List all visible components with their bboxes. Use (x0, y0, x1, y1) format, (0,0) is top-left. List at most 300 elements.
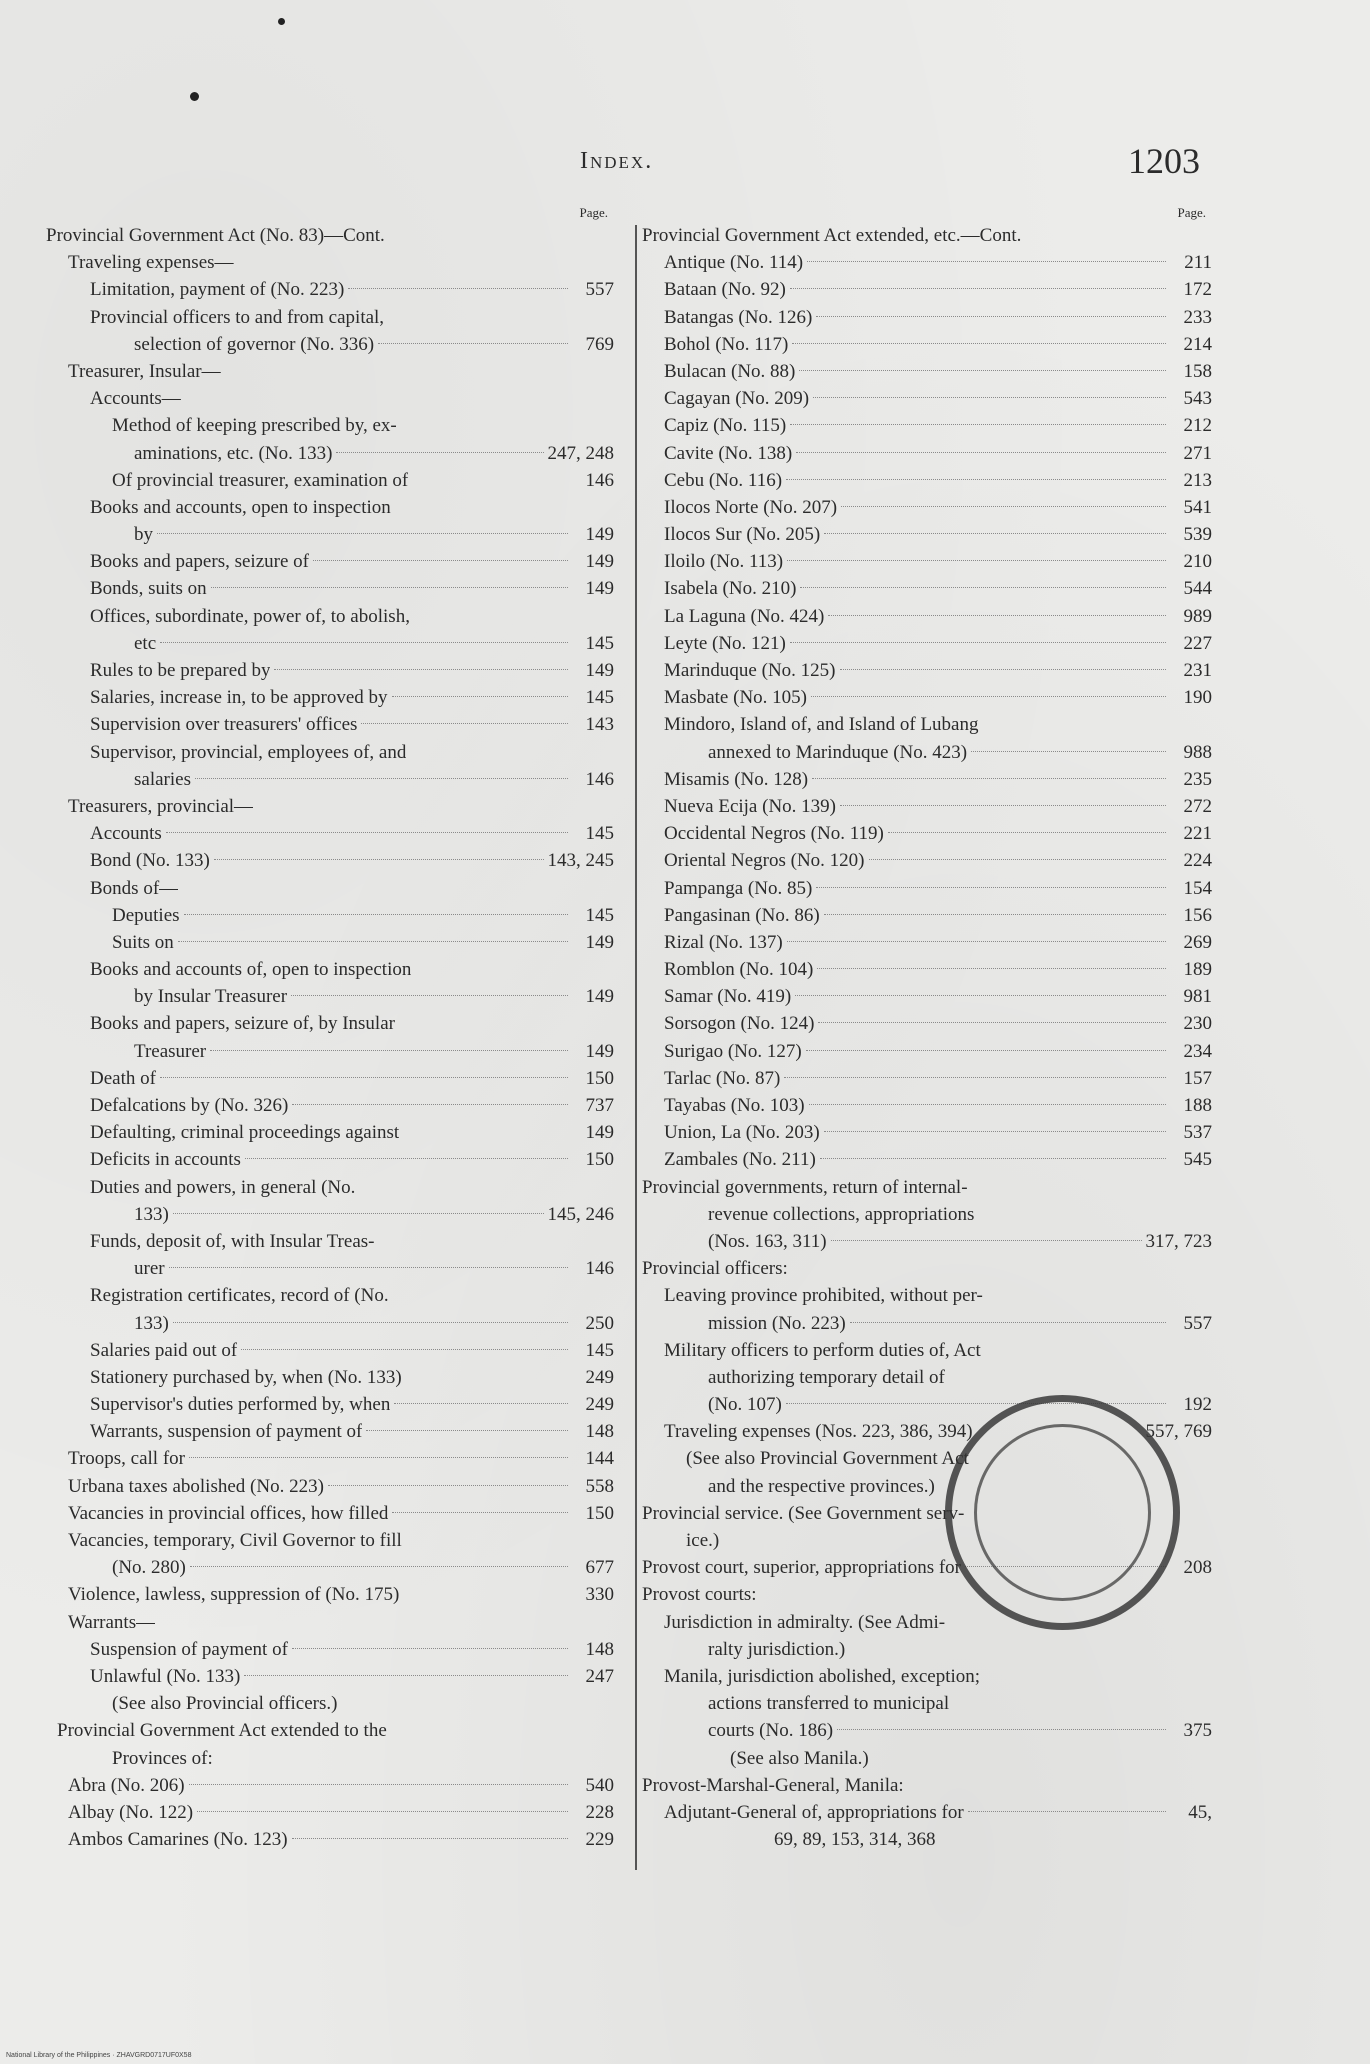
entry-page-ref: 146 (585, 469, 614, 491)
entry-text: Oriental Negros (No. 120) (664, 850, 865, 872)
dot-leader (401, 424, 568, 425)
entry-text: Supervision over treasurers' offices (90, 714, 358, 736)
entry-text: Salaries, increase in, to be approved by (90, 687, 388, 709)
index-entry (642, 630, 1212, 657)
index-entry (642, 1201, 1212, 1228)
entry-text: Funds, deposit of, with Insular Treas- (90, 1230, 375, 1252)
dot-leader (985, 1349, 1166, 1350)
dot-leader (807, 260, 1166, 262)
dot-leader (816, 886, 1166, 888)
dot-leader (210, 1049, 568, 1051)
index-entry (642, 1745, 1212, 1772)
dot-leader (790, 641, 1166, 643)
entry-page-ref: 157 (1183, 1067, 1212, 1089)
entry-text: Ilocos Norte (No. 207) (664, 496, 838, 518)
dot-leader (195, 777, 568, 779)
entry-page-ref: 149 (585, 1122, 614, 1144)
entry-page-ref: 224 (1183, 850, 1212, 872)
entry-page-ref: 235 (1183, 768, 1212, 790)
entry-text: authorizing temporary detail of (708, 1366, 945, 1388)
index-entry (642, 1174, 1212, 1201)
dot-leader (189, 1456, 568, 1458)
entry-page-ref: 211 (1184, 252, 1212, 274)
dot-leader (888, 831, 1166, 833)
entry-page-ref: 250 (585, 1312, 614, 1334)
entry-text: Surigao (No. 127) (664, 1040, 802, 1062)
entry-text: Bataan (No. 92) (664, 279, 786, 301)
dot-leader (190, 1565, 568, 1567)
entry-text: Deputies (112, 904, 180, 926)
index-entry (46, 1065, 614, 1092)
index-entry (46, 1201, 614, 1228)
dot-leader (395, 506, 568, 507)
entry-page-ref: 375 (1183, 1720, 1212, 1742)
index-entry (46, 1473, 614, 1500)
entry-page-ref: 330 (585, 1584, 614, 1606)
entry-text: by (134, 524, 153, 546)
index-entry (642, 1337, 1212, 1364)
entry-text: urer (134, 1258, 165, 1280)
dot-leader (393, 1294, 568, 1295)
dot-leader (241, 1348, 568, 1350)
dot-leader (392, 695, 568, 697)
index-entry (642, 440, 1212, 467)
entry-text: Mindoro, Island of, and Island of Lubang (664, 714, 979, 736)
entry-page-ref: 247 (585, 1665, 614, 1687)
entry-text: Death of (90, 1067, 156, 1089)
entry-text: Books and papers, seizure of (90, 551, 309, 573)
entry-text: Traveling expenses (Nos. 223, 386, 394) (664, 1421, 973, 1443)
entry-page-ref: 737 (585, 1095, 614, 1116)
entry-page-ref: 189 (1183, 959, 1212, 981)
entry-page-ref: 150 (585, 1067, 614, 1089)
entry-text: etc (134, 632, 157, 654)
entry-text: Cagayan (No. 209) (664, 388, 810, 410)
entry-text: Deficits in accounts (90, 1149, 241, 1171)
entry-page-ref: 192 (1183, 1394, 1212, 1416)
index-entry (46, 521, 614, 548)
index-entry (642, 820, 1212, 847)
dot-leader (799, 369, 1166, 371)
entry-page-ref: 227 (1183, 632, 1212, 654)
index-entry (46, 1772, 614, 1799)
entry-text: Method of keeping prescribed by, ex- (112, 415, 397, 437)
dot-leader (828, 614, 1166, 616)
index-entry (642, 1282, 1212, 1309)
dot-leader (189, 1783, 568, 1785)
entry-text: Warrants, suspension of payment of (90, 1421, 363, 1443)
entry-text: Treasurer, Insular— (68, 360, 221, 382)
index-entry (46, 711, 614, 738)
entry-text: salaries (134, 768, 191, 790)
entry-text: Tarlac (No. 87) (664, 1067, 781, 1089)
index-entry (46, 1445, 614, 1472)
entry-page-ref: 558 (585, 1475, 614, 1497)
entry-page-ref: 158 (1183, 360, 1212, 382)
entry-page-ref: 146 (585, 768, 614, 790)
index-entry (642, 548, 1212, 575)
entry-page-ref: 149 (585, 986, 614, 1008)
dot-leader (983, 723, 1167, 724)
index-entry (642, 711, 1212, 738)
entry-page-ref: 234 (1183, 1040, 1212, 1062)
entry-page-ref: 537 (1183, 1122, 1212, 1144)
index-entry (642, 1065, 1212, 1092)
index-entry (642, 575, 1212, 602)
index-entry (46, 1527, 614, 1554)
index-entry (46, 1418, 614, 1445)
index-entry (46, 1391, 614, 1418)
entry-text: by Insular Treasurer (134, 986, 288, 1008)
entry-text: Books and papers, seizure of, by Insular (90, 1013, 395, 1035)
entry-page-ref: 539 (1183, 524, 1212, 546)
dot-leader (403, 1131, 568, 1132)
entry-text: Pampanga (No. 85) (664, 877, 813, 899)
index-entry (46, 1119, 614, 1146)
dot-leader (406, 1539, 568, 1540)
entry-page-ref: 249 (585, 1394, 614, 1416)
entry-text: Provincial Government Act extended, etc.—Cont. (642, 225, 1022, 246)
column-divider (635, 225, 637, 1870)
dot-leader (972, 1186, 1166, 1187)
index-entry (642, 1609, 1212, 1636)
index-entry (46, 1609, 614, 1636)
dot-leader (378, 342, 568, 344)
dot-leader (359, 1186, 568, 1187)
entry-text: Unlawful (No. 133) (90, 1665, 241, 1687)
entry-text: Warrants— (68, 1611, 156, 1633)
index-entry (46, 467, 614, 494)
index-entry (642, 1092, 1212, 1119)
entry-page-ref: 541 (1183, 496, 1212, 518)
dot-leader (824, 532, 1166, 534)
index-entry (46, 1690, 614, 1717)
index-entry (46, 902, 614, 929)
index-entry (46, 1663, 614, 1690)
index-entry (642, 1717, 1212, 1744)
entry-text: Provincial service. (See Government serv- (642, 1502, 965, 1524)
entry-text: Bulacan (No. 88) (664, 360, 796, 382)
entry-page-ref: 214 (1183, 333, 1212, 355)
entry-text: Treasurers, provincial— (68, 795, 254, 817)
index-entry (46, 657, 614, 684)
entry-text: selection of governor (No. 336) (134, 333, 375, 355)
index-entry (642, 1146, 1212, 1173)
index-entry (642, 358, 1212, 385)
index-entry (642, 467, 1212, 494)
entry-text: Urbana taxes abolished (No. 223) (68, 1475, 324, 1497)
dot-leader (214, 858, 544, 860)
dot-leader (796, 451, 1166, 453)
entry-text: Isabela (No. 210) (664, 578, 797, 600)
entry-text: (No. 280) (112, 1557, 186, 1579)
entry-page-ref: 145 (585, 687, 614, 709)
dot-leader (414, 615, 568, 616)
entry-text: Provost-Marshal-General, Manila: (642, 1774, 904, 1796)
index-entry (46, 1581, 614, 1608)
index-entry (642, 1799, 1212, 1826)
entry-page-ref: 149 (585, 660, 614, 681)
dot-leader (787, 559, 1166, 561)
dot-leader (238, 261, 568, 262)
index-entry (46, 385, 614, 412)
entry-text: La Laguna (No. 424) (664, 605, 825, 627)
dot-leader (217, 1757, 568, 1758)
entry-text: Batangas (No. 126) (664, 306, 813, 328)
entry-text: Books and accounts of, open to inspection (90, 959, 412, 981)
entry-text: Vacancies, temporary, Civil Governor to fill (68, 1530, 402, 1551)
entry-page-ref: 148 (585, 1421, 614, 1443)
page-column-label: Page. (579, 205, 608, 220)
entry-page-ref: 545 (1183, 1149, 1212, 1171)
index-entry (46, 1174, 614, 1201)
dot-leader (849, 1648, 1166, 1649)
index-entry (46, 766, 614, 793)
dot-leader (987, 1294, 1166, 1295)
entry-text: Tayabas (No. 103) (664, 1095, 805, 1116)
entry-text: mission (No. 223) (708, 1312, 846, 1334)
entry-text: Military officers to perform duties of, Act (664, 1339, 981, 1361)
dot-leader (291, 994, 568, 996)
index-entry (642, 331, 1212, 358)
index-entry (46, 249, 614, 276)
dot-leader (336, 451, 543, 453)
entry-text: Supervisor, provincial, employees of, and (90, 741, 407, 763)
index-entry (46, 1010, 614, 1037)
ink-spot (190, 92, 199, 101)
index-entry (642, 1228, 1212, 1255)
entry-text: Cavite (No. 138) (664, 442, 793, 464)
entry-text: Abra (No. 206) (68, 1774, 185, 1796)
index-entry (642, 875, 1212, 902)
entry-text: Provincial officers to and from capital, (90, 306, 385, 328)
index-entry (642, 1038, 1212, 1065)
entry-text: Suits on (112, 931, 174, 953)
dot-leader (940, 1838, 1167, 1839)
entry-text: actions transferred to municipal (708, 1693, 950, 1715)
dot-leader (182, 887, 568, 888)
entry-text: Bond (No. 133) (90, 850, 210, 872)
dot-leader (211, 586, 568, 588)
entry-text: Misamis (No. 128) (664, 768, 809, 790)
dot-leader (1025, 234, 1166, 235)
index-entry (642, 657, 1212, 684)
dot-leader (978, 1213, 1166, 1214)
entry-text: Bonds, suits on (90, 578, 207, 600)
dot-leader (348, 287, 568, 289)
entry-page-ref: 249 (585, 1366, 614, 1388)
dot-leader (837, 1728, 1166, 1730)
entry-text: (See also Provincial Government Act (686, 1448, 969, 1470)
dot-leader (831, 1239, 1142, 1241)
dot-leader (399, 1022, 568, 1023)
dot-leader (873, 1757, 1166, 1758)
entry-page-ref: 145, 246 (547, 1203, 614, 1225)
entry-text: Vacancies in provincial offices, how filled (68, 1502, 389, 1524)
entry-text: Accounts (90, 823, 162, 845)
index-entry (46, 630, 614, 657)
entry-text: annexed to Marinduque (No. 423) (708, 741, 968, 763)
entry-text: ralty jurisdiction.) (708, 1638, 846, 1660)
dot-leader (391, 1729, 568, 1730)
scan-footer: National Library of the Philippines · ZHAVGRD0717UF0X58 (6, 2052, 192, 2059)
entry-text: revenue collections, appropriations (708, 1203, 975, 1225)
index-entry (46, 983, 614, 1010)
index-entry (46, 276, 614, 303)
entry-text: Troops, call for (68, 1448, 185, 1470)
entry-text: Leaving province prohibited, without per- (664, 1285, 983, 1307)
dot-leader (984, 1675, 1166, 1676)
dot-leader (341, 1702, 568, 1703)
entry-list-left (46, 222, 614, 1853)
dot-leader (313, 559, 568, 561)
dot-leader (809, 1103, 1166, 1105)
dot-leader (818, 1021, 1166, 1023)
entry-page-ref: 557, 769 (1145, 1421, 1212, 1443)
index-entry (46, 1038, 614, 1065)
dot-leader (257, 805, 568, 806)
entry-text: Masbate (No. 105) (664, 687, 807, 709)
entry-page-ref: 989 (1183, 605, 1212, 627)
dot-leader (412, 479, 568, 480)
entry-page-ref: 145 (585, 632, 614, 654)
page-column-label: Page. (1177, 205, 1206, 220)
dot-leader (787, 940, 1166, 942)
dot-leader (813, 396, 1166, 398)
entry-text: Jurisdiction in admiralty. (See Admi- (664, 1611, 946, 1633)
index-entry (46, 548, 614, 575)
dot-leader (169, 1266, 568, 1268)
entry-text: Stationery purchased by, when (No. 133) (90, 1366, 402, 1388)
dot-leader (160, 1076, 568, 1078)
dot-leader (292, 1837, 568, 1839)
entry-text: Registration certificates, record of (No. (90, 1285, 389, 1307)
dot-leader (784, 1076, 1166, 1078)
index-entry (46, 1636, 614, 1663)
dot-leader (824, 913, 1166, 915)
entry-text: Provincial officers: (642, 1258, 788, 1280)
dot-leader (790, 287, 1166, 289)
entry-page-ref: 172 (1183, 279, 1212, 301)
entry-page-ref: 145 (585, 1339, 614, 1361)
entry-text: (See also Provincial officers.) (112, 1693, 338, 1715)
index-entry (46, 412, 614, 439)
entry-page-ref: 150 (585, 1149, 614, 1171)
dot-leader (792, 1267, 1166, 1268)
entry-text: (No. 107) (708, 1394, 782, 1416)
dot-leader (800, 586, 1166, 588)
dot-leader (792, 342, 1166, 344)
index-entry (642, 1772, 1212, 1799)
entry-page-ref: 272 (1183, 795, 1212, 817)
entry-page-ref: 317, 723 (1145, 1230, 1212, 1252)
index-entry (642, 412, 1212, 439)
entry-text: Accounts— (90, 388, 181, 410)
entry-text: Ambos Camarines (No. 123) (68, 1829, 288, 1851)
page-number: 1203 (1128, 141, 1200, 181)
index-entry (46, 1364, 614, 1391)
entry-text: Capiz (No. 115) (664, 415, 787, 437)
dot-leader (908, 1784, 1166, 1785)
index-entry (642, 1663, 1212, 1690)
entry-text: Samar (No. 419) (664, 986, 792, 1008)
entry-page-ref: 221 (1183, 823, 1212, 845)
entry-text: Cebu (No. 116) (664, 469, 783, 491)
entry-text: Nueva Ecija (No. 139) (664, 795, 836, 817)
entry-text: Provost courts: (642, 1584, 757, 1606)
index-entry (642, 222, 1212, 249)
index-entry (642, 684, 1212, 711)
index-entry (46, 331, 614, 358)
entry-text: Traveling expenses— (68, 252, 234, 274)
entry-page-ref: 230 (1183, 1013, 1212, 1035)
entry-text: Suspension of payment of (90, 1638, 288, 1660)
dot-leader (811, 695, 1166, 697)
index-entry (642, 1690, 1212, 1717)
entry-page-ref: 247, 248 (547, 442, 614, 464)
index-entry (642, 385, 1212, 412)
dot-leader (806, 1049, 1166, 1051)
index-entry (46, 739, 614, 766)
entry-page-ref: 45, (1188, 1801, 1212, 1823)
entry-page-ref: 233 (1183, 306, 1212, 328)
dot-leader (245, 1157, 568, 1159)
index-entry (46, 1092, 614, 1119)
index-entry (642, 494, 1212, 521)
entry-page-ref: 145 (585, 904, 614, 926)
dot-leader (790, 423, 1166, 425)
entry-text: Books and accounts, open to inspection (90, 496, 391, 518)
entry-page-ref: 544 (1183, 578, 1212, 600)
index-entry (642, 793, 1212, 820)
page-header-title: Index. (580, 148, 654, 174)
entry-text: Provincial governments, return of internal- (642, 1176, 968, 1198)
dot-leader (166, 831, 568, 833)
entry-text: courts (No. 186) (708, 1720, 834, 1742)
entry-page-ref: 557 (585, 279, 614, 301)
entry-page-ref: 269 (1183, 931, 1212, 953)
entry-page-ref: 143, 245 (547, 850, 614, 872)
index-entry (46, 847, 614, 874)
index-entry (46, 494, 614, 521)
entry-text: Treasurer (134, 1040, 207, 1062)
dot-leader (328, 1484, 568, 1486)
entry-text: 133) (134, 1312, 169, 1334)
ink-spot (278, 18, 285, 25)
entry-text: Limitation, payment of (No. 223) (90, 279, 345, 301)
index-entry (46, 1310, 614, 1337)
dot-leader (388, 316, 568, 317)
entry-text: Romblon (No. 104) (664, 959, 814, 981)
entry-page-ref: 149 (585, 551, 614, 573)
index-entry (642, 249, 1212, 276)
dot-leader (184, 913, 568, 915)
entry-page-ref: 557 (1183, 1312, 1212, 1334)
index-entry (642, 603, 1212, 630)
entry-page-ref: 188 (1183, 1095, 1212, 1116)
dot-leader (392, 1511, 568, 1513)
entry-page-ref: 143 (585, 714, 614, 736)
entry-text: Salaries paid out of (90, 1339, 238, 1361)
entry-text: ice.) (686, 1530, 720, 1551)
dot-leader (394, 1402, 568, 1404)
entry-text: Provinces of: (112, 1747, 213, 1769)
entry-page-ref: 150 (585, 1502, 614, 1524)
index-column-left (46, 205, 614, 1853)
entry-page-ref: 677 (585, 1557, 614, 1579)
index-entry (46, 1799, 614, 1826)
dot-leader (361, 722, 568, 724)
